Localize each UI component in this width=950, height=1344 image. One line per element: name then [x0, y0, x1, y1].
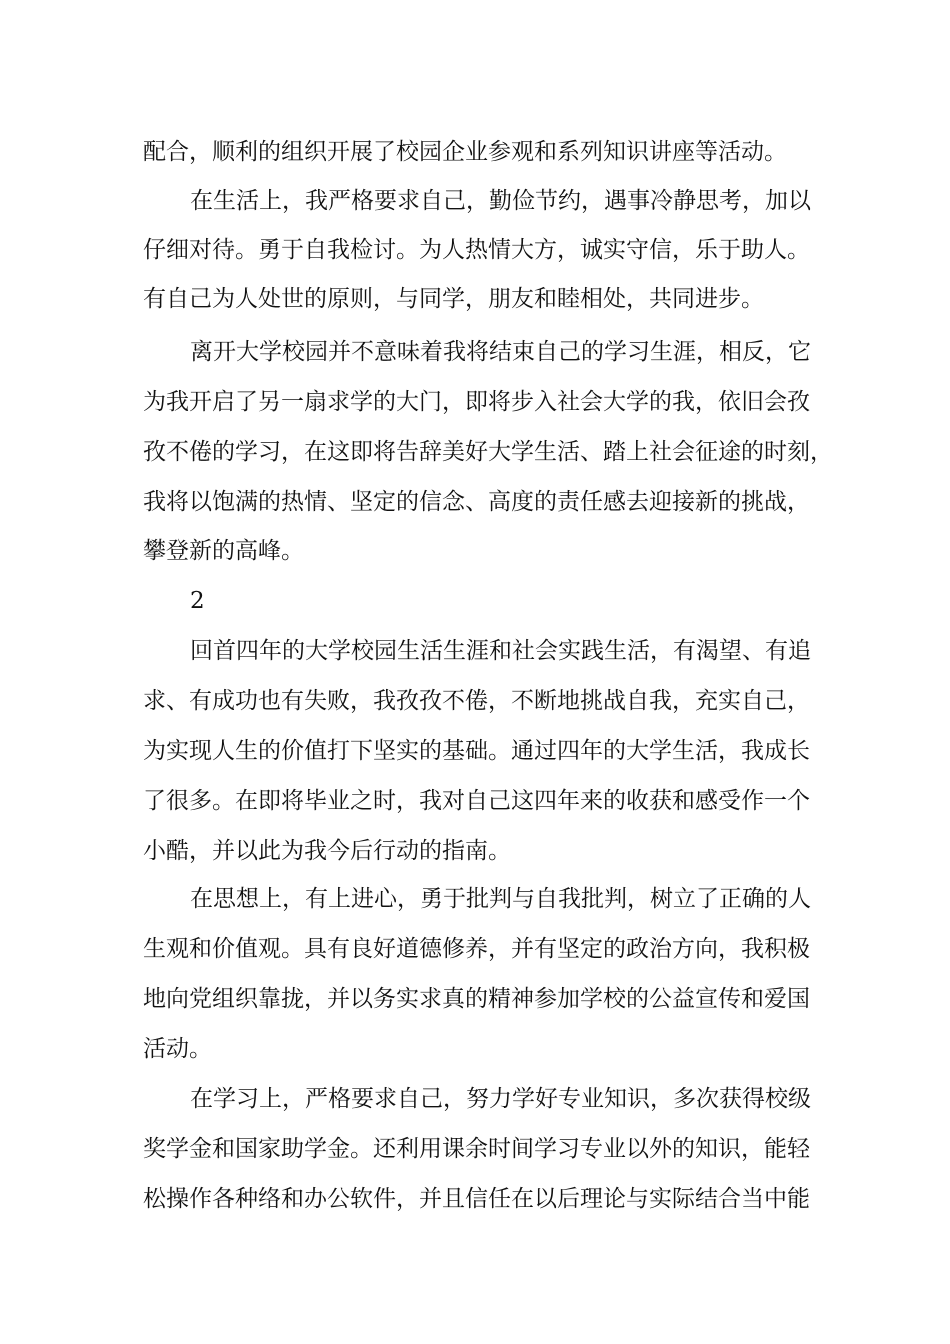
text-line: 生观和价值观。具有良好道德修养，并有坚定的政治方向，我积极: [143, 936, 810, 962]
text-line: 离开大学校园并不意味着我将结束自己的学习生涯，相反，它: [190, 339, 811, 365]
text-line: 地向党组织靠拢，并以务实求真的精神参加学校的公益宣传和爱国: [143, 986, 810, 1012]
text-line: 为实现人生的价值打下坚实的基础。通过四年的大学生活，我成长: [143, 738, 810, 764]
text-line: 小酷，并以此为我今后行动的指南。: [143, 838, 511, 864]
text-line: 松操作各种络和办公软件，并且信任在以后理论与实际结合当中能: [143, 1186, 810, 1212]
text-line: 孜不倦的学习，在这即将告辞美好大学生活、踏上社会征途的时刻，: [143, 439, 833, 465]
text-line: 求、有成功也有失败，我孜孜不倦，不断地挑战自我，充实自己，: [143, 688, 810, 714]
text-line: 活动。: [143, 1036, 212, 1062]
section-number: 2: [190, 588, 205, 614]
text-line: 在学习上，严格要求自己，努力学好专业知识，多次获得校级: [190, 1086, 811, 1112]
text-line: 配合，顺利的组织开展了校园企业参观和系列知识讲座等活动。: [143, 139, 787, 165]
text-line: 仔细对待。勇于自我检讨。为人热情大方，诚实守信，乐于助人。: [143, 237, 810, 263]
text-line: 为我开启了另一扇求学的大门，即将步入社会大学的我，依旧会孜: [143, 389, 810, 415]
text-line: 回首四年的大学校园生活生涯和社会实践生活，有渴望、有追: [190, 638, 811, 664]
text-line: 在生活上，我严格要求自己，勤俭节约，遇事冷静思考，加以: [190, 188, 811, 214]
text-line: 奖学金和国家助学金。还利用课余时间学习专业以外的知识，能轻: [143, 1136, 810, 1162]
text-line: 了很多。在即将毕业之时，我对自己这四年来的收获和感受作一个: [143, 788, 810, 814]
text-line: 我将以饱满的热情、坚定的信念、高度的责任感去迎接新的挑战，: [143, 489, 810, 515]
text-line: 攀登新的高峰。: [143, 538, 304, 564]
text-line: 有自己为人处世的原则，与同学，朋友和睦相处，共同进步。: [143, 286, 764, 312]
text-line: 在思想上，有上进心，勇于批判与自我批判，树立了正确的人: [190, 886, 811, 912]
